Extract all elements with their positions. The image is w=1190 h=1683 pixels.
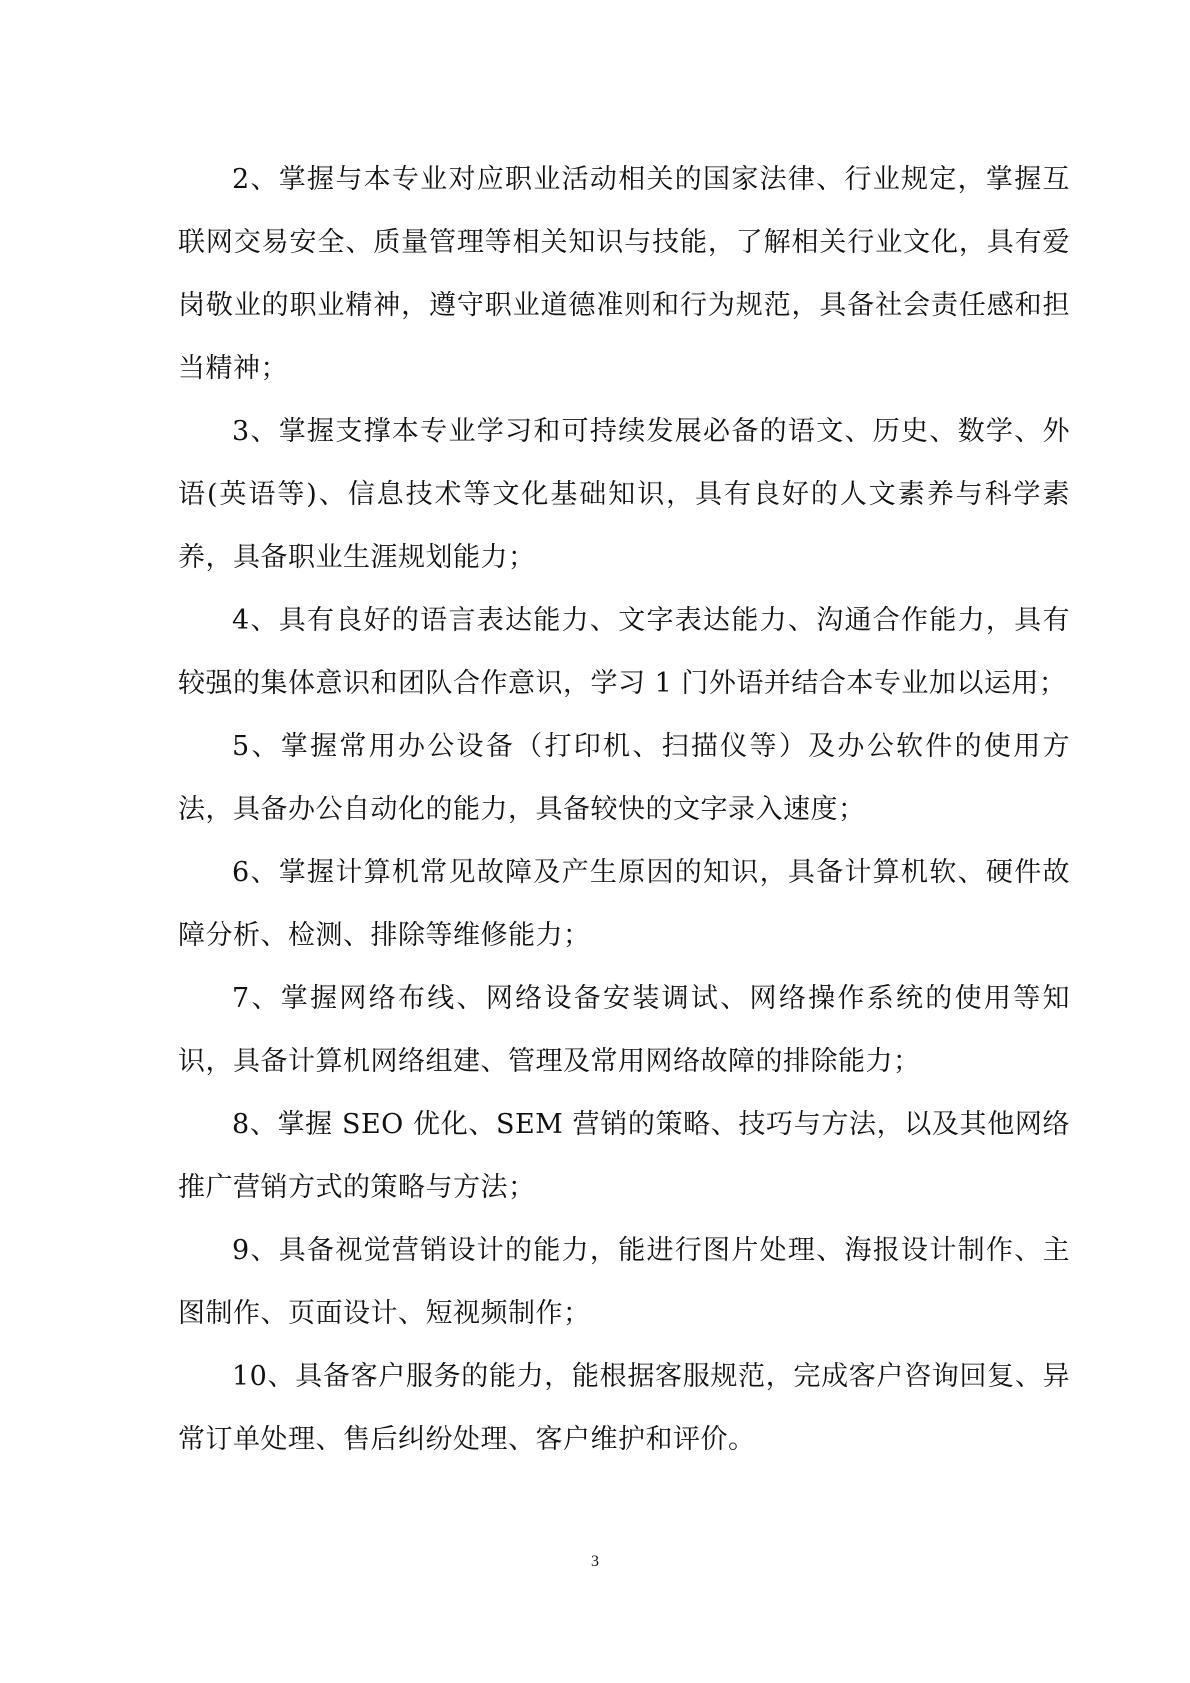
paragraph-item-7: 7、掌握网络布线、网络设备安装调试、网络操作系统的使用等知识，具备计算机网络组建、管理及常用网络故障的排除能力； (178, 983, 1070, 1077)
paragraph-item-9: 9、具备视觉营销设计的能力，能进行图片处理、海报设计制作、主图制作、页面设计、短视频制作； (178, 1235, 1070, 1329)
page-number: 3 (591, 1553, 599, 1570)
paragraph-item-5: 5、掌握常用办公设备（打印机、扫描仪等）及办公软件的使用方法，具备办公自动化的能力，具备较快的文字录入速度； (178, 731, 1070, 825)
paragraph-item-4: 4、具有良好的语言表达能力、文字表达能力、沟通合作能力，具有较强的集体意识和团队合作意识，学习 1 门外语并结合本专业加以运用； (178, 605, 1070, 699)
document-body (178, 148, 1070, 1471)
paragraph-item-6: 6、掌握计算机常见故障及产生原因的知识，具备计算机软、硬件故障分析、检测、排除等维修能力； (178, 857, 1070, 951)
paragraph-item-3: 3、掌握支撑本专业学习和可持续发展必备的语文、历史、数学、外语(英语等)、信息技术等文化基础知识，具有良好的人文素养与科学素养，具备职业生涯规划能力； (178, 416, 1070, 573)
paragraph-item-10: 10、具备客户服务的能力，能根据客服规范，完成客户咨询回复、异常订单处理、售后纠纷处理、客户维护和评价。 (178, 1361, 1070, 1455)
paragraph-item-8: 8、掌握 SEO 优化、SEM 营销的策略、技巧与方法，以及其他网络推广营销方式的策略与方法； (178, 1109, 1070, 1203)
paragraph-item-2: 2、掌握与本专业对应职业活动相关的国家法律、行业规定，掌握互联网交易安全、质量管理等相关知识与技能，了解相关行业文化，具有爱岗敬业的职业精神，遵守职业道德准则和行为规范，具备社会责任感和担当精神； (178, 164, 1070, 384)
